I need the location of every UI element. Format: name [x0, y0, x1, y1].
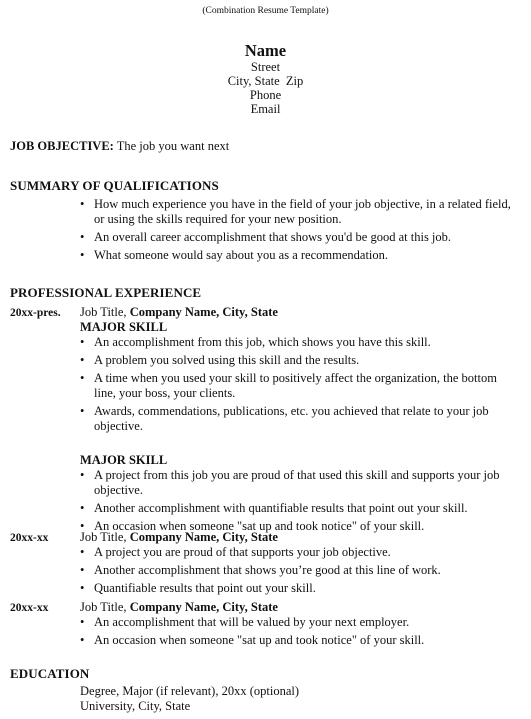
job-entry — [80, 305, 520, 537]
list-item: • Another accomplishment that shows you’re good at this line of work. — [80, 563, 520, 578]
objective-text: The job you want next — [113, 139, 230, 153]
job-title-line — [80, 530, 520, 545]
list-item: • What someone would say about you as a recommendation. — [80, 248, 520, 263]
education-heading: EDUCATION — [10, 666, 90, 681]
company-name: Company Name, City, State — [129, 600, 278, 614]
list-item: • Awards, commendations, publications, etc. you achieved that relate to your job objective. — [80, 404, 520, 434]
spacer — [80, 437, 520, 453]
job-dates: 20xx-xx — [10, 602, 49, 614]
skill-heading: MAJOR SKILL — [80, 320, 168, 334]
list-item: • How much experience you have in the field of your job objective, in a related field, or using the skills required for your new position. — [80, 197, 520, 227]
contact-email: Email — [250, 102, 281, 116]
education-block — [80, 684, 520, 714]
job-title: Job Title, — [80, 600, 130, 614]
address-city-state-zip: City, State Zip — [227, 74, 304, 88]
list-item: • A time when you used your skill to positively affect the organization, the bottom line, your boss, your clients. — [80, 371, 520, 401]
job-objective — [10, 139, 229, 154]
address-street: Street — [250, 60, 281, 74]
job-title-line — [80, 305, 520, 320]
list-item: • A project you are proud of that supports your job objective. — [80, 545, 520, 560]
skill-list — [80, 468, 520, 534]
list-item: • Quantifiable results that point out your skill. — [80, 581, 520, 596]
education-degree: Degree, Major (if relevant), 20xx (optional) — [80, 684, 300, 698]
job-entry — [80, 530, 520, 599]
summary-list — [80, 197, 520, 266]
resume-header — [0, 41, 531, 116]
skill-list — [80, 335, 520, 434]
list-item: • Another accomplishment with quantifiable results that point out your skill. — [80, 501, 520, 516]
job-list — [80, 545, 520, 596]
job-list — [80, 615, 520, 648]
objective-label: JOB OBJECTIVE: — [10, 139, 114, 153]
education-school: University, City, State — [80, 699, 191, 713]
candidate-name: Name — [244, 41, 287, 60]
list-item: • A problem you solved using this skill and the results. — [80, 353, 520, 368]
company-name: Company Name, City, State — [129, 305, 278, 319]
job-dates: 20xx-pres. — [10, 307, 61, 319]
contact-phone: Phone — [249, 88, 282, 102]
list-item: • A project from this job you are proud of that used this skill and supports your job objective. — [80, 468, 520, 498]
experience-heading: PROFESSIONAL EXPERIENCE — [10, 285, 202, 300]
skill-heading: MAJOR SKILL — [80, 453, 168, 467]
list-item: • An accomplishment that will be valued by your next employer. — [80, 615, 520, 630]
list-item: • An occasion when someone "sat up and took notice" of your skill. — [80, 633, 520, 648]
template-caption: (Combination Resume Template) — [202, 6, 329, 16]
list-item: • An occasion when someone "sat up and took notice" of your skill. — [80, 519, 520, 534]
job-title-line — [80, 600, 520, 615]
job-title: Job Title, — [80, 530, 130, 544]
job-entry — [80, 600, 520, 651]
summary-heading: SUMMARY OF QUALIFICATIONS — [10, 178, 219, 193]
list-item: • An overall career accomplishment that shows you'd be good at this job. — [80, 230, 520, 245]
list-item: • An accomplishment from this job, which shows you have this skill. — [80, 335, 520, 350]
job-title: Job Title, — [80, 305, 130, 319]
job-dates: 20xx-xx — [10, 532, 49, 544]
company-name: Company Name, City, State — [129, 530, 278, 544]
